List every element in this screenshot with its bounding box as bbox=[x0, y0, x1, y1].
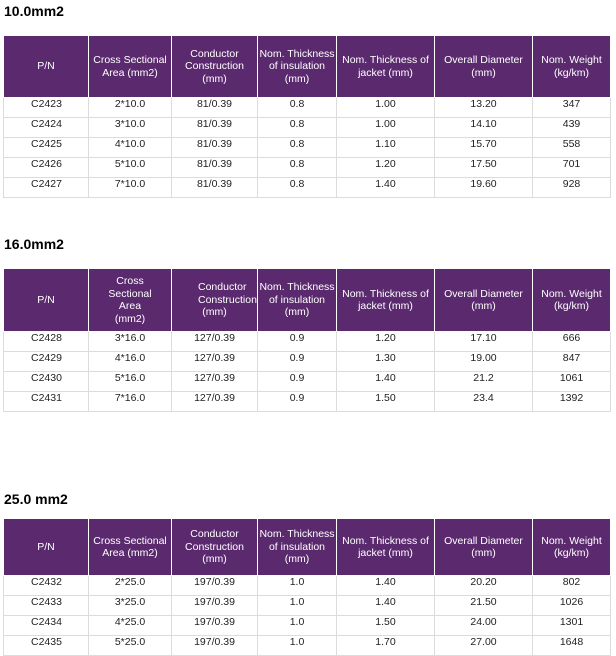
cell-pn: C2429 bbox=[4, 352, 89, 372]
cell-overall-diameter: 19.60 bbox=[435, 178, 533, 198]
table-body bbox=[4, 332, 611, 412]
table-header-row bbox=[4, 36, 611, 98]
section-title-25mm2: 25.0 mm2 bbox=[4, 491, 68, 507]
cell-conductor-construction: 81/0.39 bbox=[172, 118, 258, 138]
header-conductor-construction: Conductor Construction (mm) bbox=[172, 269, 258, 332]
table-row bbox=[4, 392, 611, 412]
cell-pn: C2427 bbox=[4, 178, 89, 198]
table-row bbox=[4, 178, 611, 198]
cell-overall-diameter: 14.10 bbox=[435, 118, 533, 138]
table-row bbox=[4, 576, 611, 596]
cell-overall-diameter: 21.2 bbox=[435, 372, 533, 392]
cell-pn: C2435 bbox=[4, 636, 89, 656]
cell-pn: C2434 bbox=[4, 616, 89, 636]
cell-nom-weight: 701 bbox=[533, 158, 611, 178]
header-cross-sectional-area: Cross Sectional Area (mm2) bbox=[89, 519, 172, 576]
header-overall-diameter: Overall Diameter (mm) bbox=[435, 36, 533, 98]
table-row bbox=[4, 616, 611, 636]
cell-conductor-construction: 81/0.39 bbox=[172, 178, 258, 198]
cell-jacket-thickness: 1.40 bbox=[337, 576, 435, 596]
cell-nom-weight: 347 bbox=[533, 98, 611, 118]
cell-conductor-construction: 127/0.39 bbox=[172, 352, 258, 372]
cell-pn: C2424 bbox=[4, 118, 89, 138]
cell-cross-sectional-area: 5*16.0 bbox=[89, 372, 172, 392]
cell-jacket-thickness: 1.30 bbox=[337, 352, 435, 372]
header-pn: P/N bbox=[4, 36, 89, 98]
cell-jacket-thickness: 1.40 bbox=[337, 178, 435, 198]
cell-insulation-thickness: 0.9 bbox=[258, 372, 337, 392]
table-row bbox=[4, 98, 611, 118]
cell-cross-sectional-area: 5*25.0 bbox=[89, 636, 172, 656]
cell-cross-sectional-area: 7*10.0 bbox=[89, 178, 172, 198]
cell-overall-diameter: 17.10 bbox=[435, 332, 533, 352]
cell-nom-weight: 802 bbox=[533, 576, 611, 596]
cell-insulation-thickness: 0.8 bbox=[258, 178, 337, 198]
header-overall-diameter: Overall Diameter (mm) bbox=[435, 519, 533, 576]
header-nom-weight: Nom. Weight (kg/km) bbox=[533, 519, 611, 576]
cell-pn: C2428 bbox=[4, 332, 89, 352]
header-insulation-thickness: Nom. Thickness of insulation (mm) bbox=[258, 519, 337, 576]
cell-conductor-construction: 127/0.39 bbox=[172, 372, 258, 392]
cell-jacket-thickness: 1.00 bbox=[337, 98, 435, 118]
header-nom-weight: Nom. Weight (kg/km) bbox=[533, 36, 611, 98]
cell-insulation-thickness: 0.9 bbox=[258, 332, 337, 352]
cell-conductor-construction: 127/0.39 bbox=[172, 392, 258, 412]
cell-nom-weight: 558 bbox=[533, 138, 611, 158]
cell-nom-weight: 439 bbox=[533, 118, 611, 138]
cell-insulation-thickness: 0.8 bbox=[258, 158, 337, 178]
table-row bbox=[4, 596, 611, 616]
table-header-row bbox=[4, 519, 611, 576]
cell-insulation-thickness: 1.0 bbox=[258, 576, 337, 596]
cell-conductor-construction: 197/0.39 bbox=[172, 576, 258, 596]
cell-pn: C2432 bbox=[4, 576, 89, 596]
cell-cross-sectional-area: 5*10.0 bbox=[89, 158, 172, 178]
cell-jacket-thickness: 1.20 bbox=[337, 332, 435, 352]
cell-nom-weight: 1648 bbox=[533, 636, 611, 656]
cell-nom-weight: 1061 bbox=[533, 372, 611, 392]
table-row bbox=[4, 332, 611, 352]
cell-insulation-thickness: 0.8 bbox=[258, 118, 337, 138]
cell-overall-diameter: 20.20 bbox=[435, 576, 533, 596]
cell-cross-sectional-area: 4*25.0 bbox=[89, 616, 172, 636]
cell-overall-diameter: 27.00 bbox=[435, 636, 533, 656]
cell-conductor-construction: 197/0.39 bbox=[172, 596, 258, 616]
cell-nom-weight: 928 bbox=[533, 178, 611, 198]
cell-pn: C2431 bbox=[4, 392, 89, 412]
header-cross-sectional-area: Cross Sectional Area (mm2) bbox=[89, 269, 172, 332]
cell-overall-diameter: 13.20 bbox=[435, 98, 533, 118]
cell-cross-sectional-area: 2*25.0 bbox=[89, 576, 172, 596]
cell-nom-weight: 666 bbox=[533, 332, 611, 352]
cell-jacket-thickness: 1.40 bbox=[337, 596, 435, 616]
header-insulation-thickness: Nom. Thickness of insulation (mm) bbox=[258, 269, 337, 332]
cell-insulation-thickness: 0.9 bbox=[258, 392, 337, 412]
table-row bbox=[4, 118, 611, 138]
cell-insulation-thickness: 1.0 bbox=[258, 596, 337, 616]
cell-jacket-thickness: 1.50 bbox=[337, 616, 435, 636]
cell-insulation-thickness: 0.8 bbox=[258, 138, 337, 158]
table-row bbox=[4, 636, 611, 656]
cell-overall-diameter: 23.4 bbox=[435, 392, 533, 412]
spec-table-25mm2 bbox=[3, 518, 611, 656]
cell-conductor-construction: 81/0.39 bbox=[172, 98, 258, 118]
header-overall-diameter: Overall Diameter (mm) bbox=[435, 269, 533, 332]
table-row bbox=[4, 372, 611, 392]
cell-pn: C2430 bbox=[4, 372, 89, 392]
cell-nom-weight: 847 bbox=[533, 352, 611, 372]
cell-cross-sectional-area: 4*16.0 bbox=[89, 352, 172, 372]
header-jacket-thickness: Nom. Thickness of jacket (mm) bbox=[337, 269, 435, 332]
cell-pn: C2426 bbox=[4, 158, 89, 178]
cell-conductor-construction: 127/0.39 bbox=[172, 332, 258, 352]
cell-cross-sectional-area: 3*16.0 bbox=[89, 332, 172, 352]
cell-conductor-construction: 197/0.39 bbox=[172, 616, 258, 636]
cell-pn: C2425 bbox=[4, 138, 89, 158]
header-insulation-thickness: Nom. Thickness of insulation (mm) bbox=[258, 36, 337, 98]
cell-overall-diameter: 17.50 bbox=[435, 158, 533, 178]
table-row bbox=[4, 158, 611, 178]
header-jacket-thickness: Nom. Thickness of jacket (mm) bbox=[337, 519, 435, 576]
cell-cross-sectional-area: 3*10.0 bbox=[89, 118, 172, 138]
section-title-10mm2: 10.0mm2 bbox=[4, 3, 64, 19]
cell-conductor-construction: 81/0.39 bbox=[172, 138, 258, 158]
cell-jacket-thickness: 1.00 bbox=[337, 118, 435, 138]
cell-nom-weight: 1026 bbox=[533, 596, 611, 616]
cell-nom-weight: 1392 bbox=[533, 392, 611, 412]
spec-table-10mm2 bbox=[3, 35, 611, 198]
cell-jacket-thickness: 1.10 bbox=[337, 138, 435, 158]
cell-cross-sectional-area: 7*16.0 bbox=[89, 392, 172, 412]
header-cross-sectional-area: Cross Sectional Area (mm2) bbox=[89, 36, 172, 98]
cell-insulation-thickness: 1.0 bbox=[258, 636, 337, 656]
table-body bbox=[4, 576, 611, 656]
cell-overall-diameter: 24.00 bbox=[435, 616, 533, 636]
cell-insulation-thickness: 0.9 bbox=[258, 352, 337, 372]
section-title-16mm2: 16.0mm2 bbox=[4, 236, 64, 252]
header-pn: P/N bbox=[4, 519, 89, 576]
cell-conductor-construction: 197/0.39 bbox=[172, 636, 258, 656]
table-header-row bbox=[4, 269, 611, 332]
cell-insulation-thickness: 1.0 bbox=[258, 616, 337, 636]
cell-jacket-thickness: 1.50 bbox=[337, 392, 435, 412]
table-row bbox=[4, 352, 611, 372]
cell-insulation-thickness: 0.8 bbox=[258, 98, 337, 118]
table-row bbox=[4, 138, 611, 158]
cell-cross-sectional-area: 2*10.0 bbox=[89, 98, 172, 118]
cell-jacket-thickness: 1.20 bbox=[337, 158, 435, 178]
header-jacket-thickness: Nom. Thickness of jacket (mm) bbox=[337, 36, 435, 98]
header-pn: P/N bbox=[4, 269, 89, 332]
header-nom-weight: Nom. Weight (kg/km) bbox=[533, 269, 611, 332]
cell-overall-diameter: 15.70 bbox=[435, 138, 533, 158]
cell-cross-sectional-area: 3*25.0 bbox=[89, 596, 172, 616]
table-body bbox=[4, 98, 611, 198]
header-conductor-construction: Conductor Construction (mm) bbox=[172, 36, 258, 98]
cell-conductor-construction: 81/0.39 bbox=[172, 158, 258, 178]
cell-cross-sectional-area: 4*10.0 bbox=[89, 138, 172, 158]
cell-overall-diameter: 21.50 bbox=[435, 596, 533, 616]
cell-pn: C2433 bbox=[4, 596, 89, 616]
cell-overall-diameter: 19.00 bbox=[435, 352, 533, 372]
cell-pn: C2423 bbox=[4, 98, 89, 118]
cell-jacket-thickness: 1.70 bbox=[337, 636, 435, 656]
spec-table-16mm2 bbox=[3, 268, 611, 412]
cell-jacket-thickness: 1.40 bbox=[337, 372, 435, 392]
cell-nom-weight: 1301 bbox=[533, 616, 611, 636]
header-conductor-construction: Conductor Construction (mm) bbox=[172, 519, 258, 576]
